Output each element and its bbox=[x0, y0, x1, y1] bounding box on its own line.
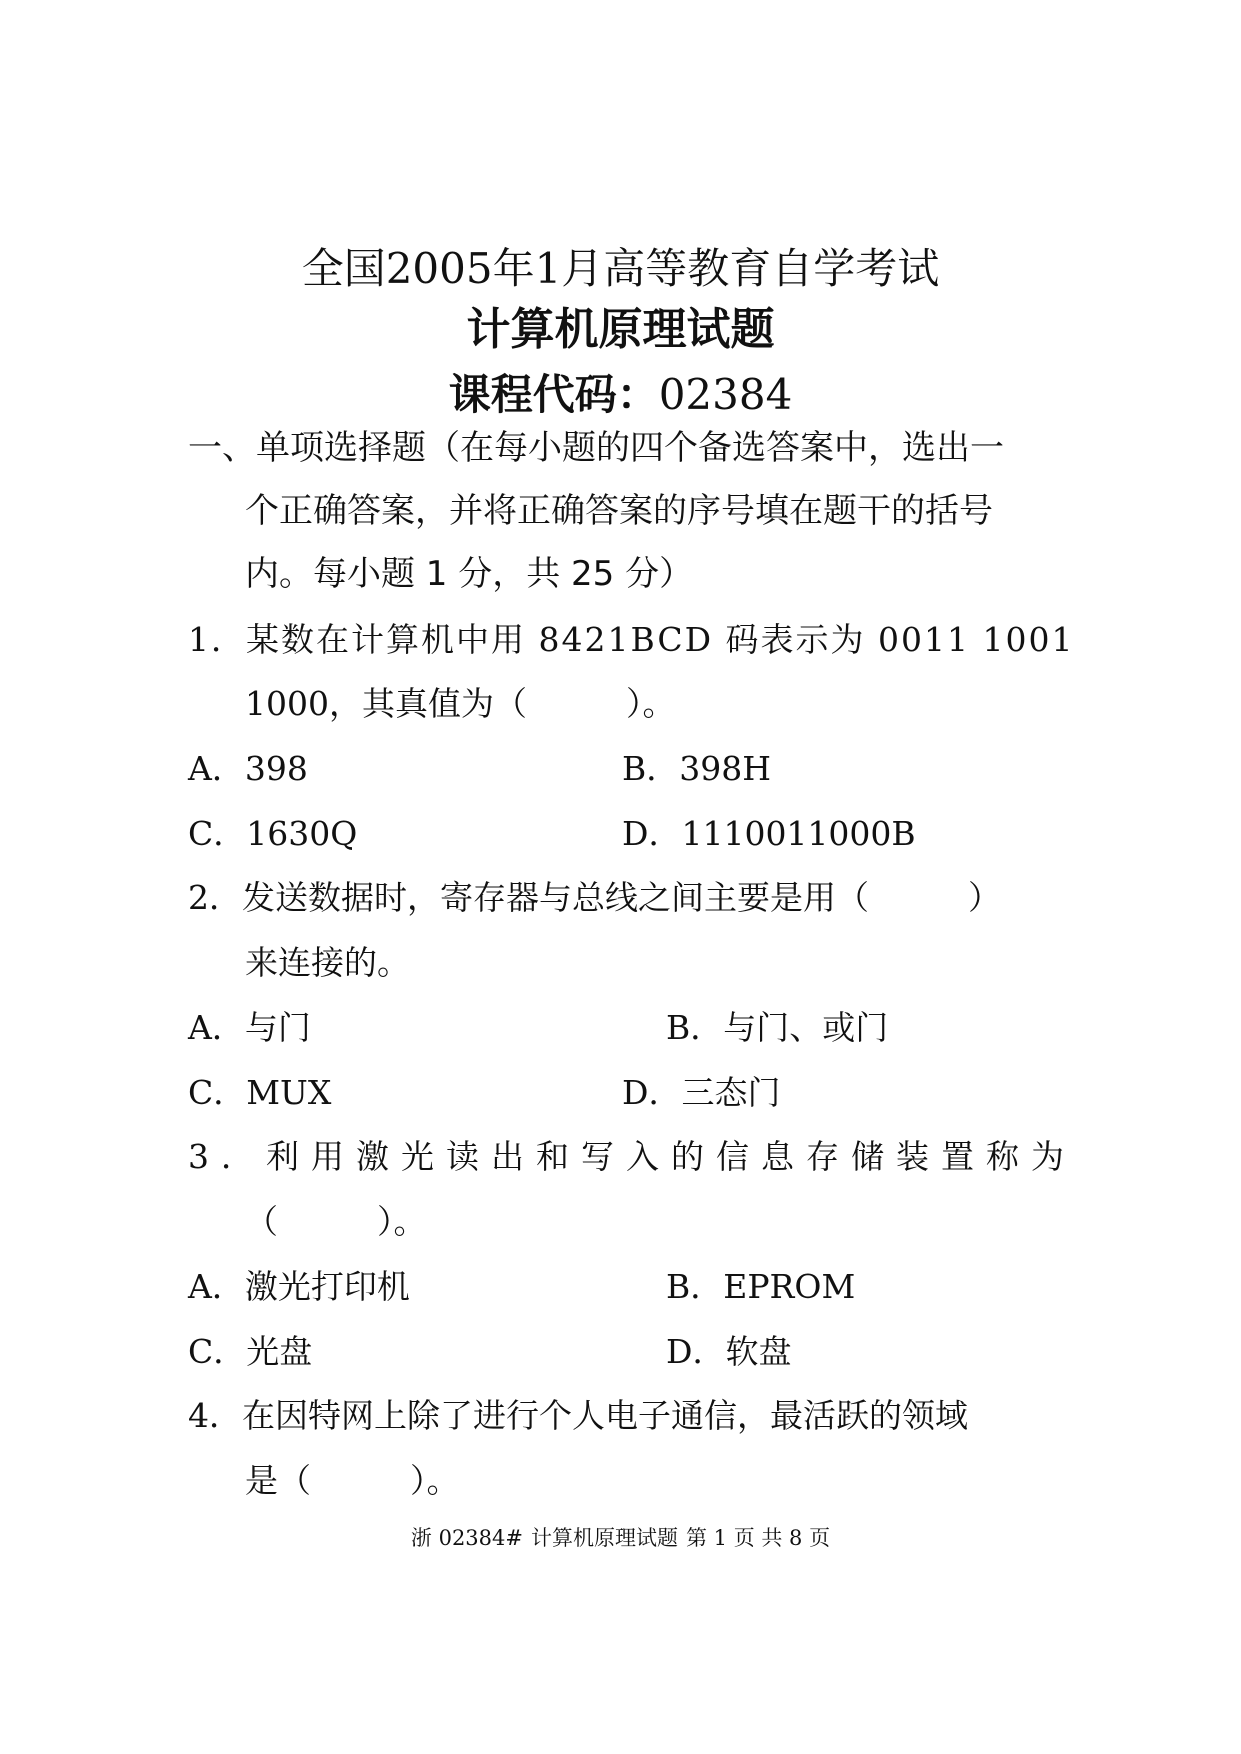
subject-title: 计算机原理试题 bbox=[466, 304, 775, 355]
question-1-option-a: A．398 bbox=[188, 749, 308, 788]
section-heading-line-2: 个正确答案，并将正确答案的序号填在题干的括号 bbox=[245, 491, 993, 531]
course-code-label: 课程代码： bbox=[448, 370, 659, 419]
section-heading-line-3: 内。每小题 1 分，共 25 分） bbox=[245, 554, 694, 594]
page-footer bbox=[0, 1528, 1241, 1549]
question-4-stem-line-1: 4．在因特网上除了进行个人电子通信，最活跃的领域 bbox=[188, 1396, 968, 1435]
course-code bbox=[0, 370, 1241, 419]
question-3-stem-line-2: （ ）。 bbox=[245, 1202, 427, 1241]
question-3-option-d: D．软盘 bbox=[666, 1332, 792, 1371]
question-3-stem-line-1: 3．利用激光读出和写入的信息存储装置称为 bbox=[188, 1137, 1076, 1176]
question-1-option-b: B．398H bbox=[622, 749, 772, 788]
footer-code: 浙 02384# bbox=[410, 1526, 523, 1550]
section-heading-line-1: 一、单项选择题（在每小题的四个备选答案中，选出一 bbox=[188, 428, 1004, 468]
footer-page-info: 第 1 页 共 8 页 bbox=[685, 1526, 831, 1550]
question-2-option-b: B．与门、或门 bbox=[666, 1008, 889, 1047]
footer-subject: 计算机原理试题 bbox=[530, 1526, 678, 1550]
question-3-option-a: A．激光打印机 bbox=[188, 1267, 410, 1306]
question-1-stem-line-2: 1000，其真值为（ ）。 bbox=[245, 684, 676, 723]
question-2-option-a: A．与门 bbox=[188, 1008, 311, 1047]
question-2-option-c: C．MUX bbox=[188, 1073, 332, 1112]
question-4-stem-line-2: 是（ ）。 bbox=[245, 1461, 460, 1500]
question-2-stem-line-2: 来连接的。 bbox=[245, 943, 410, 982]
question-3-option-c: C．光盘 bbox=[188, 1332, 313, 1371]
question-2-stem-line-1: 2．发送数据时，寄存器与总线之间主要是用（ ） bbox=[188, 878, 1001, 917]
question-1-stem-line-1: 1．某数在计算机中用 8421BCD 码表示为 0011 1001 bbox=[188, 620, 1075, 659]
question-1-option-c: C．1630Q bbox=[188, 814, 358, 853]
question-3-option-b: B．EPROM bbox=[666, 1267, 856, 1306]
exam-title: 全国2005年1月高等教育自学考试 bbox=[301, 244, 940, 293]
question-2-option-d: D．三态门 bbox=[622, 1073, 781, 1112]
question-1-option-d: D．1110011000B bbox=[622, 814, 916, 853]
course-code-value: 02384 bbox=[658, 370, 793, 419]
